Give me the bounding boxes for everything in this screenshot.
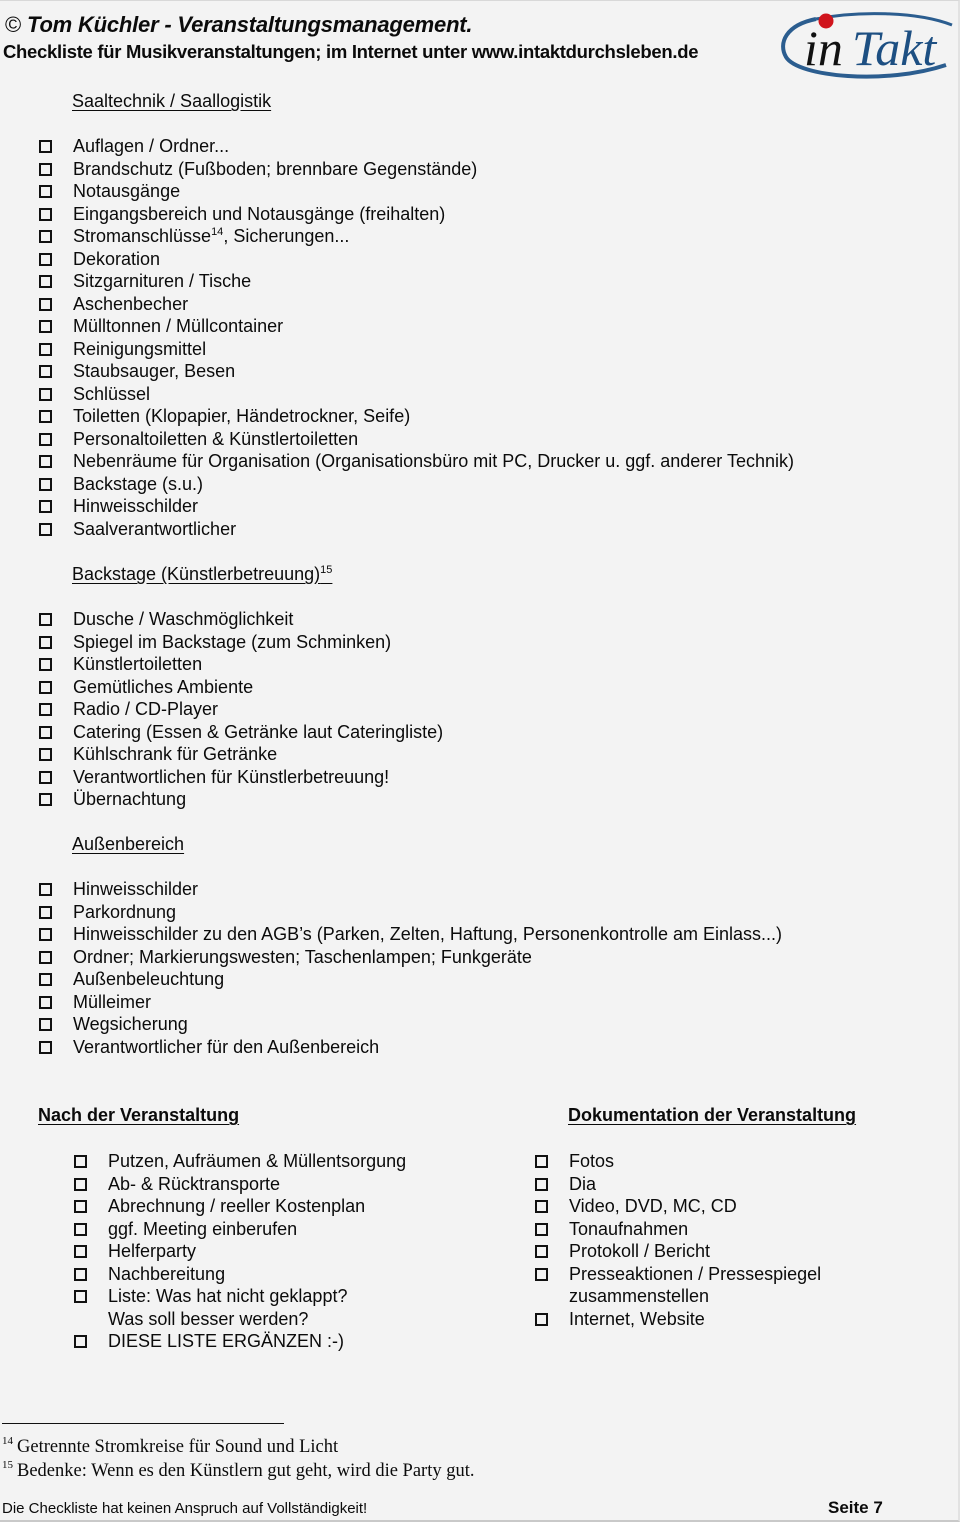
intakt-logo-icon: [776, 5, 958, 83]
checkbox-icon[interactable]: [535, 1155, 548, 1168]
section-title-saaltechnik: Saaltechnik / Saallogistik: [72, 91, 272, 111]
checkbox-icon[interactable]: [39, 388, 52, 401]
checkbox-icon[interactable]: [39, 771, 52, 784]
checkbox-icon[interactable]: [39, 793, 52, 806]
checkbox-icon[interactable]: [39, 883, 52, 896]
section-title-backstage: Backstage (Künstlerbetreuung)$^{15}$: [72, 564, 333, 584]
section-title-aussenbereich: Außenbereich: [72, 834, 185, 854]
checkbox-icon[interactable]: [74, 1335, 87, 1348]
checkbox-icon[interactable]: [39, 973, 52, 986]
checkbox-icon[interactable]: [39, 613, 52, 626]
checkbox-icon[interactable]: [39, 478, 52, 491]
title-text: Tom Küchler - Veranstaltungsmanagement.: [27, 12, 473, 37]
svg-text:in: in: [804, 20, 843, 76]
checkbox-icon[interactable]: [39, 523, 52, 536]
document-page: © Tom Küchler - Veranstaltungsmanagement. Checkliste für Musikveranstaltungen; im Internet unter www.intaktdurchsleben.de in Takt Saaltechnik / Saallogistik Auflagen / Ordner... Brandschutz (Fußboden; brennbare Gegenstände) Notausgänge Eingangsbereich und Notausgänge (freihalten) Stromanschlüsse$^{14}$, Sicherungen... Dekoration Sitzgarnituren / Tische Aschenbecher Mülltonnen / Müllcontainer Reinigungsmittel Staubsauger, Besen Schlüssel Toiletten (Klopapier, Händetrockner, Seife) Personaltoiletten & Künstlertoiletten Nebenräume für Organisation (Organisationsbüro mit PC, Drucker u. ggf. anderer Technik) Backstage (s.u.) Hinweisschilder Saalverantwortlicher Backstage (Künstlerbetreuung)$^{15}$ Dusche / Waschmöglichkeit Spiegel im Backstage (zum Schminken) Künstlertoiletten Gemütliches Ambiente Radio / CD-Player Catering (Essen & Getränke laut Cateringliste) Kühlschrank für Getränke Verantwortlichen für Künstlerbetreuung! Übernachtung Außenbereich Hinweisschilder Parkordnung Hinweisschilder zu den AGB’s (Parken, Zelten, Haftung, Personenkontrolle am Einlass...) Ordner; Markierungswesten; Taschenlampen; Funkgeräte Außenbeleuchtung Mülleimer Wegsicherung Verantwortlicher für den Außenbereich Nach der Veranstaltung Putzen, Aufräumen & Müllentsorgung Ab- & Rücktransporte Abrechnung / reeller Kostenplan ggf. Meeting einberufen Helferparty Nachbereitung Liste: Was hat nicht geklappt? Was soll besser werden? DIESE LISTE ERGÄNZEN :-) Dokumentation der Veranstaltung Fotos Dia Video, DVD, MC, CD Tonaufnahmen Protokoll / Bericht Presseaktionen / Pressespiegel zusammenstellen Internet, Website $^{14}$ Getrennte Stromkreise für Sound und Licht $^{15}$ Bedenke: Wenn es den Künstlern gut geht, wird die Party gut. Die Checkliste hat keinen Anspruch auf Vollständigkeit! Seite 7: [0, 0, 960, 1522]
checkbox-icon[interactable]: [39, 951, 52, 964]
checkbox-icon[interactable]: [74, 1268, 87, 1281]
footer-disclaimer: Die Checkliste hat keinen Anspruch auf Vollständigkeit!: [2, 1500, 368, 1517]
footnote-divider: [2, 1423, 284, 1424]
footnote-ref[interactable]: 15: [320, 564, 333, 576]
checkbox-icon[interactable]: [39, 703, 52, 716]
checkbox-icon[interactable]: [74, 1200, 87, 1213]
page-number: Seite 7: [828, 1498, 883, 1517]
checkbox-icon[interactable]: [74, 1290, 87, 1303]
footnote-15: $^{15}$ Bedenke: Wenn es den Künstlern gut geht, wird die Party gut.: [2, 1459, 475, 1481]
checkbox-icon[interactable]: [39, 275, 52, 288]
checkbox-icon[interactable]: [39, 433, 52, 446]
checkbox-icon[interactable]: [535, 1268, 548, 1281]
checkbox-icon[interactable]: [39, 253, 52, 266]
checkbox-icon[interactable]: [39, 681, 52, 694]
copyright-symbol: ©: [5, 12, 22, 37]
checkbox-icon[interactable]: [39, 298, 52, 311]
checkbox-icon[interactable]: [39, 230, 52, 243]
checkbox-icon[interactable]: [535, 1223, 548, 1236]
checkbox-icon[interactable]: [39, 636, 52, 649]
checkbox-icon[interactable]: [39, 185, 52, 198]
section-title-dokumentation: Dokumentation der Veranstaltung: [568, 1105, 857, 1125]
checkbox-icon[interactable]: [39, 996, 52, 1009]
checkbox-icon[interactable]: [39, 208, 52, 221]
document-title: [5, 12, 472, 38]
checkbox-icon[interactable]: [39, 726, 52, 739]
checkbox-icon[interactable]: [39, 928, 52, 941]
section-title-nach: Nach der Veranstaltung: [38, 1105, 240, 1125]
checkbox-icon[interactable]: [535, 1200, 548, 1213]
checkbox-icon[interactable]: [39, 320, 52, 333]
checkbox-icon[interactable]: [535, 1313, 548, 1326]
checkbox-icon[interactable]: [74, 1223, 87, 1236]
checkbox-icon[interactable]: [535, 1245, 548, 1258]
checkbox-icon[interactable]: [39, 455, 52, 468]
footnote-14: $^{14}$ Getrennte Stromkreise für Sound und Licht: [2, 1435, 339, 1457]
checkbox-icon[interactable]: [74, 1178, 87, 1191]
checkbox-icon[interactable]: [39, 1041, 52, 1054]
checkbox-icon[interactable]: [74, 1245, 87, 1258]
checkbox-icon[interactable]: [39, 748, 52, 761]
checkbox-icon[interactable]: [39, 365, 52, 378]
checkbox-icon[interactable]: [535, 1178, 548, 1191]
checkbox-icon[interactable]: [39, 906, 52, 919]
checkbox-icon[interactable]: [39, 163, 52, 176]
checkbox-icon[interactable]: [74, 1155, 87, 1168]
checkbox-icon[interactable]: [39, 140, 52, 153]
footnote-ref[interactable]: 14: [211, 226, 224, 238]
checkbox-icon[interactable]: [39, 1018, 52, 1031]
checkbox-icon[interactable]: [39, 500, 52, 513]
checkbox-icon[interactable]: [39, 410, 52, 423]
checkbox-icon[interactable]: [39, 343, 52, 356]
svg-text:Takt: Takt: [852, 20, 937, 76]
document-subtitle: Checkliste für Musikveranstaltungen; im Internet unter www.intaktdurchsleben.de: [3, 41, 699, 62]
checkbox-icon[interactable]: [39, 658, 52, 671]
